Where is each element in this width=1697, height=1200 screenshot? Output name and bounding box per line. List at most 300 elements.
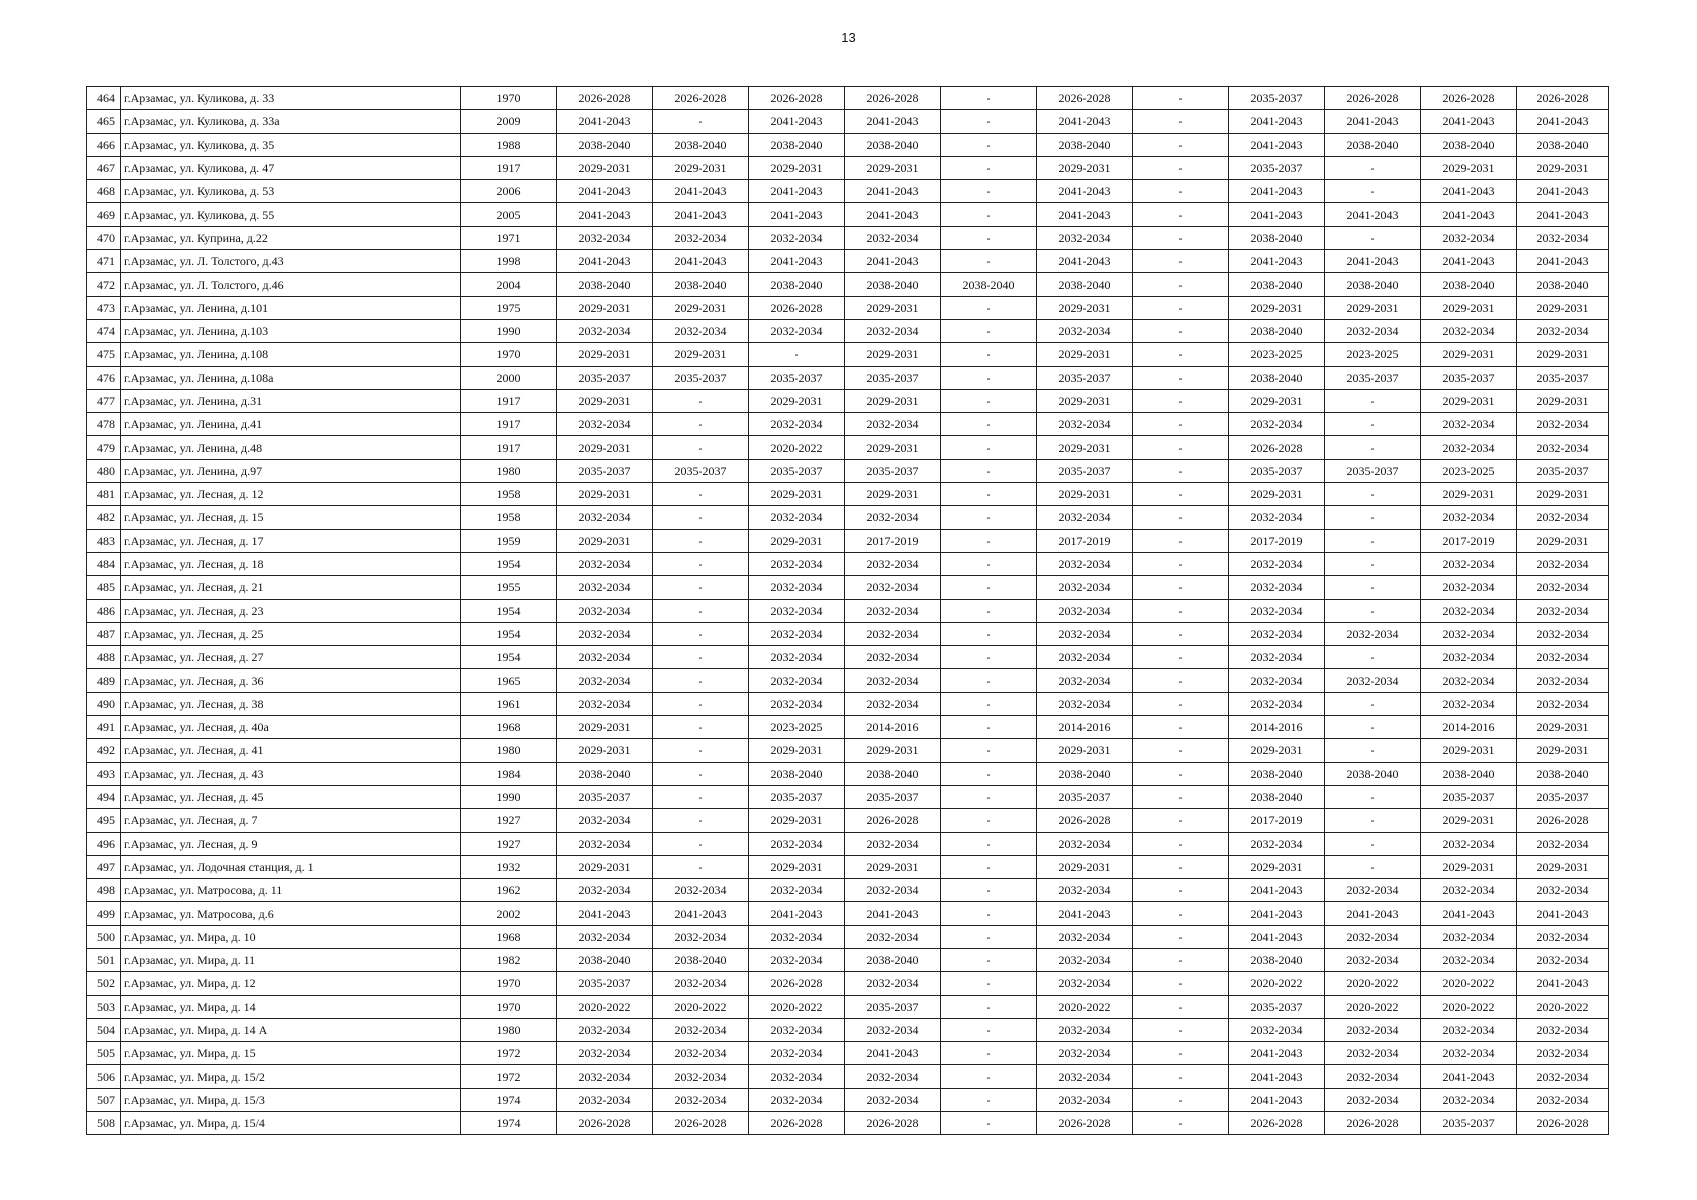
- period-1-cell: 2035-2037: [557, 972, 653, 995]
- period-8-cell: 2032-2034: [1229, 599, 1325, 622]
- period-4-cell: 2029-2031: [845, 343, 941, 366]
- year-built-cell: 2004: [461, 273, 557, 296]
- period-4-cell: 2029-2031: [845, 855, 941, 878]
- table-row: [87, 809, 1609, 832]
- period-2-cell: -: [653, 739, 749, 762]
- period-4-cell: 2032-2034: [845, 692, 941, 715]
- period-10-cell: 2014-2016: [1421, 716, 1517, 739]
- period-4-cell: 2041-2043: [845, 203, 941, 226]
- period-10-cell: 2029-2031: [1421, 855, 1517, 878]
- period-9-cell: 2032-2034: [1325, 319, 1421, 342]
- period-9-cell: 2032-2034: [1325, 1088, 1421, 1111]
- table-row: [87, 995, 1609, 1018]
- row-number-cell: 466: [87, 133, 121, 156]
- table-row: [87, 459, 1609, 482]
- table-row: [87, 739, 1609, 762]
- period-4-cell: 2029-2031: [845, 483, 941, 506]
- period-6-cell: 2035-2037: [1037, 785, 1133, 808]
- year-built-cell: 2009: [461, 110, 557, 133]
- period-9-cell: 2038-2040: [1325, 273, 1421, 296]
- housing-register-table: [86, 86, 1609, 1135]
- period-1-cell: 2035-2037: [557, 785, 653, 808]
- row-number-cell: 499: [87, 902, 121, 925]
- period-3-cell: 2032-2034: [749, 506, 845, 529]
- row-number-cell: 506: [87, 1065, 121, 1088]
- address-cell: г.Арзамас, ул. Мира, д. 12: [121, 972, 461, 995]
- table-row: [87, 599, 1609, 622]
- period-11-cell: 2041-2043: [1517, 902, 1609, 925]
- table-row: [87, 156, 1609, 179]
- period-10-cell: 2041-2043: [1421, 180, 1517, 203]
- period-10-cell: 2032-2034: [1421, 1018, 1517, 1041]
- period-7-cell: -: [1133, 902, 1229, 925]
- period-6-cell: 2029-2031: [1037, 739, 1133, 762]
- address-cell: г.Арзамас, ул. Ленина, д.108: [121, 343, 461, 366]
- period-3-cell: 2041-2043: [749, 203, 845, 226]
- row-number-cell: 488: [87, 646, 121, 669]
- address-cell: г.Арзамас, ул. Мира, д. 11: [121, 948, 461, 971]
- period-10-cell: 2029-2031: [1421, 343, 1517, 366]
- period-11-cell: 2041-2043: [1517, 203, 1609, 226]
- period-1-cell: 2032-2034: [557, 226, 653, 249]
- year-built-cell: 1917: [461, 156, 557, 179]
- period-11-cell: 2029-2031: [1517, 716, 1609, 739]
- period-3-cell: 2020-2022: [749, 436, 845, 459]
- year-built-cell: 1970: [461, 972, 557, 995]
- period-6-cell: 2032-2034: [1037, 319, 1133, 342]
- period-6-cell: 2029-2031: [1037, 436, 1133, 459]
- period-7-cell: -: [1133, 948, 1229, 971]
- period-3-cell: 2032-2034: [749, 1042, 845, 1065]
- period-2-cell: -: [653, 669, 749, 692]
- period-10-cell: 2035-2037: [1421, 1112, 1517, 1135]
- period-10-cell: 2032-2034: [1421, 436, 1517, 459]
- table-row: [87, 972, 1609, 995]
- table-row: [87, 436, 1609, 459]
- period-4-cell: 2032-2034: [845, 1018, 941, 1041]
- period-1-cell: 2032-2034: [557, 832, 653, 855]
- period-1-cell: 2029-2031: [557, 483, 653, 506]
- period-6-cell: 2035-2037: [1037, 366, 1133, 389]
- period-11-cell: 2032-2034: [1517, 925, 1609, 948]
- period-7-cell: -: [1133, 832, 1229, 855]
- period-7-cell: -: [1133, 436, 1229, 459]
- period-6-cell: 2041-2043: [1037, 902, 1133, 925]
- period-4-cell: 2032-2034: [845, 226, 941, 249]
- period-11-cell: 2032-2034: [1517, 576, 1609, 599]
- period-6-cell: 2029-2031: [1037, 483, 1133, 506]
- period-6-cell: 2032-2034: [1037, 1088, 1133, 1111]
- table-row: [87, 296, 1609, 319]
- period-9-cell: 2032-2034: [1325, 879, 1421, 902]
- period-6-cell: 2032-2034: [1037, 552, 1133, 575]
- period-5-cell: -: [941, 576, 1037, 599]
- period-11-cell: 2029-2031: [1517, 343, 1609, 366]
- period-10-cell: 2017-2019: [1421, 529, 1517, 552]
- period-8-cell: 2041-2043: [1229, 133, 1325, 156]
- period-11-cell: 2035-2037: [1517, 459, 1609, 482]
- period-7-cell: -: [1133, 995, 1229, 1018]
- row-number-cell: 498: [87, 879, 121, 902]
- period-5-cell: -: [941, 436, 1037, 459]
- period-4-cell: 2041-2043: [845, 180, 941, 203]
- year-built-cell: 2002: [461, 902, 557, 925]
- year-built-cell: 1927: [461, 809, 557, 832]
- period-2-cell: -: [653, 506, 749, 529]
- period-7-cell: -: [1133, 133, 1229, 156]
- period-1-cell: 2032-2034: [557, 1042, 653, 1065]
- period-6-cell: 2035-2037: [1037, 459, 1133, 482]
- period-3-cell: 2041-2043: [749, 110, 845, 133]
- row-number-cell: 487: [87, 622, 121, 645]
- period-4-cell: 2032-2034: [845, 552, 941, 575]
- period-5-cell: -: [941, 250, 1037, 273]
- table-row: [87, 622, 1609, 645]
- period-5-cell: -: [941, 1065, 1037, 1088]
- period-1-cell: 2041-2043: [557, 250, 653, 273]
- period-3-cell: 2026-2028: [749, 296, 845, 319]
- year-built-cell: 1990: [461, 319, 557, 342]
- period-7-cell: -: [1133, 506, 1229, 529]
- period-10-cell: 2032-2034: [1421, 692, 1517, 715]
- period-2-cell: -: [653, 646, 749, 669]
- period-3-cell: 2029-2031: [749, 529, 845, 552]
- period-2-cell: 2035-2037: [653, 459, 749, 482]
- period-6-cell: 2017-2019: [1037, 529, 1133, 552]
- period-8-cell: 2029-2031: [1229, 389, 1325, 412]
- table-row: [87, 552, 1609, 575]
- table-row: [87, 319, 1609, 342]
- period-9-cell: 2035-2037: [1325, 366, 1421, 389]
- row-number-cell: 490: [87, 692, 121, 715]
- period-5-cell: -: [941, 1088, 1037, 1111]
- table-row: [87, 133, 1609, 156]
- period-4-cell: 2038-2040: [845, 133, 941, 156]
- period-2-cell: -: [653, 110, 749, 133]
- period-1-cell: 2029-2031: [557, 529, 653, 552]
- period-5-cell: -: [941, 879, 1037, 902]
- table-row: [87, 413, 1609, 436]
- period-1-cell: 2032-2034: [557, 552, 653, 575]
- period-6-cell: 2038-2040: [1037, 133, 1133, 156]
- period-3-cell: 2032-2034: [749, 413, 845, 436]
- address-cell: г.Арзамас, ул. Куликова, д. 55: [121, 203, 461, 226]
- address-cell: г.Арзамас, ул. Лесная, д. 45: [121, 785, 461, 808]
- period-6-cell: 2038-2040: [1037, 273, 1133, 296]
- period-8-cell: 2029-2031: [1229, 739, 1325, 762]
- table-row: [87, 343, 1609, 366]
- period-11-cell: 2032-2034: [1517, 692, 1609, 715]
- period-1-cell: 2029-2031: [557, 855, 653, 878]
- period-9-cell: -: [1325, 832, 1421, 855]
- period-9-cell: -: [1325, 226, 1421, 249]
- period-2-cell: -: [653, 762, 749, 785]
- period-1-cell: 2038-2040: [557, 948, 653, 971]
- row-number-cell: 479: [87, 436, 121, 459]
- period-10-cell: 2032-2034: [1421, 879, 1517, 902]
- period-8-cell: 2041-2043: [1229, 203, 1325, 226]
- period-3-cell: 2029-2031: [749, 809, 845, 832]
- period-5-cell: -: [941, 948, 1037, 971]
- period-5-cell: -: [941, 87, 1037, 110]
- period-4-cell: 2032-2034: [845, 506, 941, 529]
- period-5-cell: -: [941, 506, 1037, 529]
- period-8-cell: 2017-2019: [1229, 809, 1325, 832]
- period-10-cell: 2029-2031: [1421, 389, 1517, 412]
- period-6-cell: 2032-2034: [1037, 925, 1133, 948]
- period-6-cell: 2029-2031: [1037, 296, 1133, 319]
- period-3-cell: 2038-2040: [749, 273, 845, 296]
- period-5-cell: -: [941, 809, 1037, 832]
- period-11-cell: 2032-2034: [1517, 1065, 1609, 1088]
- period-6-cell: 2032-2034: [1037, 599, 1133, 622]
- period-5-cell: -: [941, 762, 1037, 785]
- period-3-cell: 2041-2043: [749, 180, 845, 203]
- period-10-cell: 2041-2043: [1421, 110, 1517, 133]
- year-built-cell: 1975: [461, 296, 557, 319]
- year-built-cell: 1990: [461, 785, 557, 808]
- period-3-cell: 2026-2028: [749, 1112, 845, 1135]
- address-cell: г.Арзамас, ул. Лодочная станция, д. 1: [121, 855, 461, 878]
- period-8-cell: 2041-2043: [1229, 1042, 1325, 1065]
- period-11-cell: 2029-2031: [1517, 855, 1609, 878]
- row-number-cell: 502: [87, 972, 121, 995]
- period-8-cell: 2041-2043: [1229, 110, 1325, 133]
- period-7-cell: -: [1133, 296, 1229, 319]
- table-row: [87, 203, 1609, 226]
- period-5-cell: -: [941, 156, 1037, 179]
- year-built-cell: 1980: [461, 739, 557, 762]
- year-built-cell: 1980: [461, 459, 557, 482]
- table-row: [87, 646, 1609, 669]
- table-row: [87, 389, 1609, 412]
- year-built-cell: 1959: [461, 529, 557, 552]
- period-9-cell: -: [1325, 529, 1421, 552]
- period-11-cell: 2026-2028: [1517, 87, 1609, 110]
- period-10-cell: 2041-2043: [1421, 203, 1517, 226]
- row-number-cell: 472: [87, 273, 121, 296]
- period-4-cell: 2032-2034: [845, 832, 941, 855]
- period-6-cell: 2041-2043: [1037, 250, 1133, 273]
- period-5-cell: -: [941, 972, 1037, 995]
- period-4-cell: 2029-2031: [845, 296, 941, 319]
- period-9-cell: 2038-2040: [1325, 762, 1421, 785]
- row-number-cell: 494: [87, 785, 121, 808]
- period-8-cell: 2041-2043: [1229, 902, 1325, 925]
- period-6-cell: 2029-2031: [1037, 156, 1133, 179]
- period-1-cell: 2032-2034: [557, 413, 653, 436]
- address-cell: г.Арзамас, ул. Лесная, д. 40а: [121, 716, 461, 739]
- period-2-cell: 2032-2034: [653, 972, 749, 995]
- period-10-cell: 2032-2034: [1421, 319, 1517, 342]
- period-11-cell: 2029-2031: [1517, 739, 1609, 762]
- year-built-cell: 1968: [461, 925, 557, 948]
- table-row: [87, 692, 1609, 715]
- address-cell: г.Арзамас, ул. Куликова, д. 35: [121, 133, 461, 156]
- period-2-cell: -: [653, 809, 749, 832]
- period-11-cell: 2038-2040: [1517, 133, 1609, 156]
- year-built-cell: 1970: [461, 343, 557, 366]
- period-1-cell: 2029-2031: [557, 156, 653, 179]
- period-8-cell: 2032-2034: [1229, 646, 1325, 669]
- period-4-cell: 2035-2037: [845, 785, 941, 808]
- period-8-cell: 2032-2034: [1229, 669, 1325, 692]
- year-built-cell: 1970: [461, 995, 557, 1018]
- period-2-cell: 2032-2034: [653, 879, 749, 902]
- table-row: [87, 180, 1609, 203]
- period-3-cell: 2029-2031: [749, 855, 845, 878]
- address-cell: г.Арзамас, ул. Лесная, д. 25: [121, 622, 461, 645]
- period-4-cell: 2026-2028: [845, 87, 941, 110]
- period-9-cell: 2041-2043: [1325, 203, 1421, 226]
- period-3-cell: 2029-2031: [749, 483, 845, 506]
- period-11-cell: 2032-2034: [1517, 948, 1609, 971]
- period-2-cell: -: [653, 622, 749, 645]
- period-1-cell: 2041-2043: [557, 110, 653, 133]
- row-number-cell: 474: [87, 319, 121, 342]
- period-1-cell: 2041-2043: [557, 180, 653, 203]
- period-4-cell: 2032-2034: [845, 1088, 941, 1111]
- period-7-cell: -: [1133, 925, 1229, 948]
- period-5-cell: -: [941, 413, 1037, 436]
- period-11-cell: 2035-2037: [1517, 366, 1609, 389]
- period-11-cell: 2032-2034: [1517, 413, 1609, 436]
- period-10-cell: 2032-2034: [1421, 669, 1517, 692]
- row-number-cell: 473: [87, 296, 121, 319]
- period-2-cell: -: [653, 552, 749, 575]
- period-1-cell: 2020-2022: [557, 995, 653, 1018]
- period-1-cell: 2032-2034: [557, 622, 653, 645]
- period-6-cell: 2026-2028: [1037, 1112, 1133, 1135]
- period-9-cell: 2026-2028: [1325, 1112, 1421, 1135]
- row-number-cell: 480: [87, 459, 121, 482]
- period-1-cell: 2032-2034: [557, 599, 653, 622]
- period-3-cell: 2035-2037: [749, 459, 845, 482]
- period-9-cell: -: [1325, 389, 1421, 412]
- period-2-cell: 2020-2022: [653, 995, 749, 1018]
- period-7-cell: -: [1133, 180, 1229, 203]
- period-8-cell: 2029-2031: [1229, 296, 1325, 319]
- period-8-cell: 2038-2040: [1229, 273, 1325, 296]
- period-11-cell: 2029-2031: [1517, 296, 1609, 319]
- period-4-cell: 2041-2043: [845, 902, 941, 925]
- period-8-cell: 2032-2034: [1229, 576, 1325, 599]
- period-4-cell: 2032-2034: [845, 1065, 941, 1088]
- period-1-cell: 2032-2034: [557, 692, 653, 715]
- period-4-cell: 2032-2034: [845, 972, 941, 995]
- period-10-cell: 2020-2022: [1421, 972, 1517, 995]
- period-5-cell: -: [941, 902, 1037, 925]
- year-built-cell: 1970: [461, 87, 557, 110]
- period-3-cell: 2035-2037: [749, 785, 845, 808]
- period-2-cell: 2041-2043: [653, 180, 749, 203]
- address-cell: г.Арзамас, ул. Ленина, д.31: [121, 389, 461, 412]
- period-7-cell: -: [1133, 250, 1229, 273]
- period-7-cell: -: [1133, 1065, 1229, 1088]
- row-number-cell: 491: [87, 716, 121, 739]
- period-1-cell: 2029-2031: [557, 343, 653, 366]
- period-7-cell: -: [1133, 273, 1229, 296]
- address-cell: г.Арзамас, ул. Мира, д. 10: [121, 925, 461, 948]
- table-row: [87, 273, 1609, 296]
- period-10-cell: 2032-2034: [1421, 925, 1517, 948]
- row-number-cell: 493: [87, 762, 121, 785]
- period-6-cell: 2032-2034: [1037, 1018, 1133, 1041]
- period-1-cell: 2032-2034: [557, 576, 653, 599]
- year-built-cell: 1988: [461, 133, 557, 156]
- period-8-cell: 2041-2043: [1229, 925, 1325, 948]
- address-cell: г.Арзамас, ул. Лесная, д. 43: [121, 762, 461, 785]
- period-4-cell: 2032-2034: [845, 319, 941, 342]
- period-2-cell: 2029-2031: [653, 296, 749, 319]
- period-3-cell: 2032-2034: [749, 622, 845, 645]
- period-5-cell: -: [941, 529, 1037, 552]
- period-10-cell: 2041-2043: [1421, 902, 1517, 925]
- period-8-cell: 2026-2028: [1229, 436, 1325, 459]
- period-2-cell: 2029-2031: [653, 156, 749, 179]
- period-6-cell: 2032-2034: [1037, 1042, 1133, 1065]
- period-8-cell: 2041-2043: [1229, 879, 1325, 902]
- period-8-cell: 2041-2043: [1229, 1065, 1325, 1088]
- period-7-cell: -: [1133, 809, 1229, 832]
- period-10-cell: 2038-2040: [1421, 273, 1517, 296]
- period-8-cell: 2017-2019: [1229, 529, 1325, 552]
- table-row: [87, 716, 1609, 739]
- period-10-cell: 2032-2034: [1421, 413, 1517, 436]
- period-8-cell: 2014-2016: [1229, 716, 1325, 739]
- period-9-cell: 2032-2034: [1325, 622, 1421, 645]
- period-7-cell: -: [1133, 785, 1229, 808]
- table-row: [87, 1065, 1609, 1088]
- address-cell: г.Арзамас, ул. Матросова, д. 11: [121, 879, 461, 902]
- address-cell: г.Арзамас, ул. Лесная, д. 9: [121, 832, 461, 855]
- period-9-cell: 2032-2034: [1325, 669, 1421, 692]
- period-8-cell: 2032-2034: [1229, 552, 1325, 575]
- period-9-cell: -: [1325, 436, 1421, 459]
- period-6-cell: 2032-2034: [1037, 576, 1133, 599]
- year-built-cell: 1954: [461, 622, 557, 645]
- table-row: [87, 226, 1609, 249]
- period-9-cell: -: [1325, 156, 1421, 179]
- period-7-cell: -: [1133, 203, 1229, 226]
- period-5-cell: -: [941, 716, 1037, 739]
- period-10-cell: 2035-2037: [1421, 366, 1517, 389]
- period-8-cell: 2038-2040: [1229, 366, 1325, 389]
- period-3-cell: 2032-2034: [749, 1088, 845, 1111]
- period-3-cell: 2035-2037: [749, 366, 845, 389]
- address-cell: г.Арзамас, ул. Лесная, д. 12: [121, 483, 461, 506]
- period-11-cell: 2029-2031: [1517, 529, 1609, 552]
- row-number-cell: 507: [87, 1088, 121, 1111]
- table-row: [87, 110, 1609, 133]
- row-number-cell: 504: [87, 1018, 121, 1041]
- address-cell: г.Арзамас, ул. Куликова, д. 33: [121, 87, 461, 110]
- period-5-cell: -: [941, 319, 1037, 342]
- period-7-cell: -: [1133, 669, 1229, 692]
- period-4-cell: 2038-2040: [845, 273, 941, 296]
- row-number-cell: 486: [87, 599, 121, 622]
- table-row: [87, 902, 1609, 925]
- period-1-cell: 2038-2040: [557, 133, 653, 156]
- period-11-cell: 2032-2034: [1517, 1042, 1609, 1065]
- period-2-cell: 2038-2040: [653, 273, 749, 296]
- row-number-cell: 485: [87, 576, 121, 599]
- address-cell: г.Арзамас, ул. Лесная, д. 36: [121, 669, 461, 692]
- period-9-cell: -: [1325, 552, 1421, 575]
- row-number-cell: 477: [87, 389, 121, 412]
- period-9-cell: -: [1325, 739, 1421, 762]
- period-9-cell: -: [1325, 855, 1421, 878]
